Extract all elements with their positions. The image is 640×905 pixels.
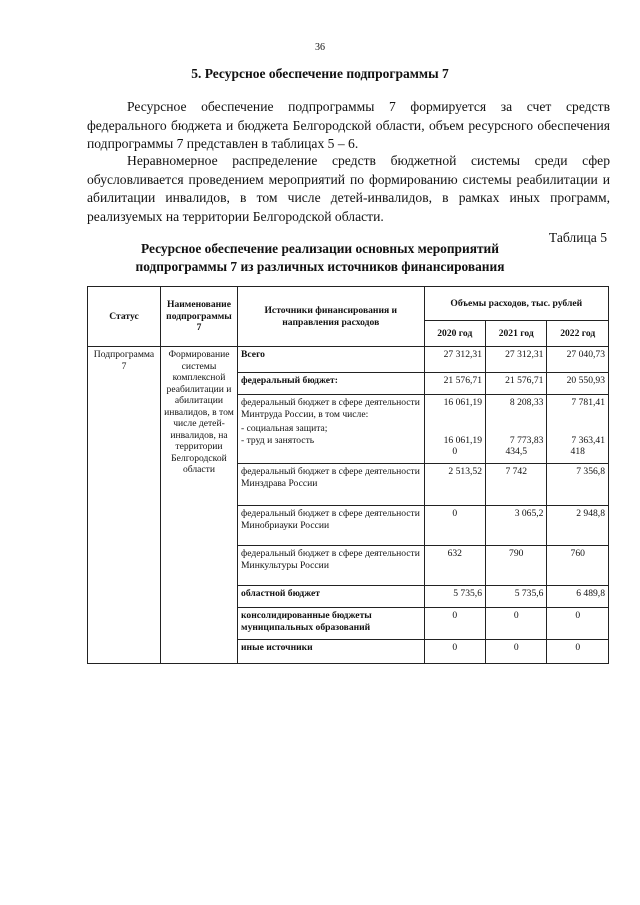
value-2021-social: 7 773,83 (509, 434, 544, 446)
table-title-line-1: Ресурсное обеспечение реализации основных мероприятий (141, 241, 499, 256)
source-main: федеральный бюджет в сфере деятельности Минтруда России, в том числе: (241, 397, 420, 420)
value-2021: 27 312,31 (486, 347, 547, 373)
header-year-2020: 2020 год (424, 321, 485, 347)
table-title (0, 240, 640, 276)
value-2021-labour: 434,5 (505, 446, 528, 457)
source-cell: федеральный бюджет в сфере деятельности Минобриауки России (238, 506, 425, 546)
status-cell: Подпрограмма 7 (88, 347, 161, 664)
source-sub-labour: - труд и занятость (241, 434, 315, 446)
subprogram-name-cell: Формирование системы комплексной реабилитации и абилитации инвалидов, в том числе детей-инвалидов, на территории Белгородской области (160, 347, 237, 664)
value-2020: 0 (424, 506, 485, 546)
value-2021: 0 (486, 640, 547, 664)
source-cell (238, 395, 425, 464)
paragraph-1: Ресурсное обеспечение подпрограммы 7 формируется за счет средств федерального бюджета и бюджета Белгородской области, объем ресурсного обеспечения подпрограммы 7 представлен в таблицах 5 – 6. (87, 99, 610, 152)
value-2020: 16 061,19 (443, 397, 482, 408)
value-2022: 7 781,41 (571, 397, 605, 408)
value-2020-cell (424, 395, 485, 464)
header-name: Наименование подпрограммы 7 (160, 287, 237, 347)
header-year-2022: 2022 год (547, 321, 609, 347)
resource-table (87, 286, 609, 664)
value-2021: 5 735,6 (486, 586, 547, 608)
source-cell: иные источники (238, 640, 425, 664)
section-heading: 5. Ресурсное обеспечение подпрограммы 7 (191, 66, 449, 81)
table-title-line-2: подпрограммы 7 из различных источников финансирования (135, 259, 505, 274)
value-2022-cell (547, 395, 609, 464)
source-cell: Всего (238, 347, 425, 373)
value-2021: 3 065,2 (486, 506, 547, 546)
value-2022: 7 356,8 (547, 464, 609, 506)
source-cell: консолидированные бюджеты муниципальных образований (238, 608, 425, 640)
header-status: Статус (88, 287, 161, 347)
value-2020: 632 (424, 546, 485, 586)
value-2021: 7 742 (486, 464, 547, 506)
table-label: Таблица 5 (548, 230, 607, 245)
value-2020: 21 576,71 (424, 373, 485, 395)
value-2022: 0 (547, 640, 609, 664)
table-row (88, 347, 609, 373)
value-2021: 0 (486, 608, 547, 640)
header-volumes: Объемы расходов, тыс. рублей (424, 287, 608, 321)
source-sub-social: - социальная защита; (241, 423, 328, 434)
value-2022-labour: 418 (570, 446, 585, 457)
value-2021: 790 (486, 546, 547, 586)
source-cell: федеральный бюджет: (238, 373, 425, 395)
paragraph-2: Неравномерное распределение средств бюджетной системы среди сфер обусловливается проведением мероприятий по формированию системы реабилитации и абилитации инвалидов, в том числе детей-инвалидов, в рамках иных программ, реализуемых на территории Белгородской области. (87, 153, 610, 224)
value-2020: 0 (424, 608, 485, 640)
source-cell: федеральный бюджет в сфере деятельности Минкультуры России (238, 546, 425, 586)
value-2021-cell (486, 395, 547, 464)
value-2022-social: 7 363,41 (571, 434, 605, 446)
source-cell: федеральный бюджет в сфере деятельности Минздрава России (238, 464, 425, 506)
value-2021: 21 576,71 (486, 373, 547, 395)
value-2020-labour: 0 (452, 446, 458, 457)
value-2022: 27 040,73 (547, 347, 609, 373)
value-2022: 6 489,8 (547, 586, 609, 608)
value-2022: 760 (547, 546, 609, 586)
value-2022: 0 (547, 608, 609, 640)
value-2022: 20 550,93 (547, 373, 609, 395)
value-2020: 0 (424, 640, 485, 664)
value-2020-social: 16 061,19 (443, 434, 482, 446)
page-number: 36 (315, 42, 325, 53)
value-2021: 8 208,33 (509, 397, 544, 408)
value-2020: 5 735,6 (424, 586, 485, 608)
header-sources: Источники финансирования и направления расходов (238, 287, 425, 347)
value-2022: 2 948,8 (547, 506, 609, 546)
value-2020: 2 513,52 (424, 464, 485, 506)
source-cell: областной бюджет (238, 586, 425, 608)
value-2020: 27 312,31 (424, 347, 485, 373)
header-year-2021: 2021 год (486, 321, 547, 347)
